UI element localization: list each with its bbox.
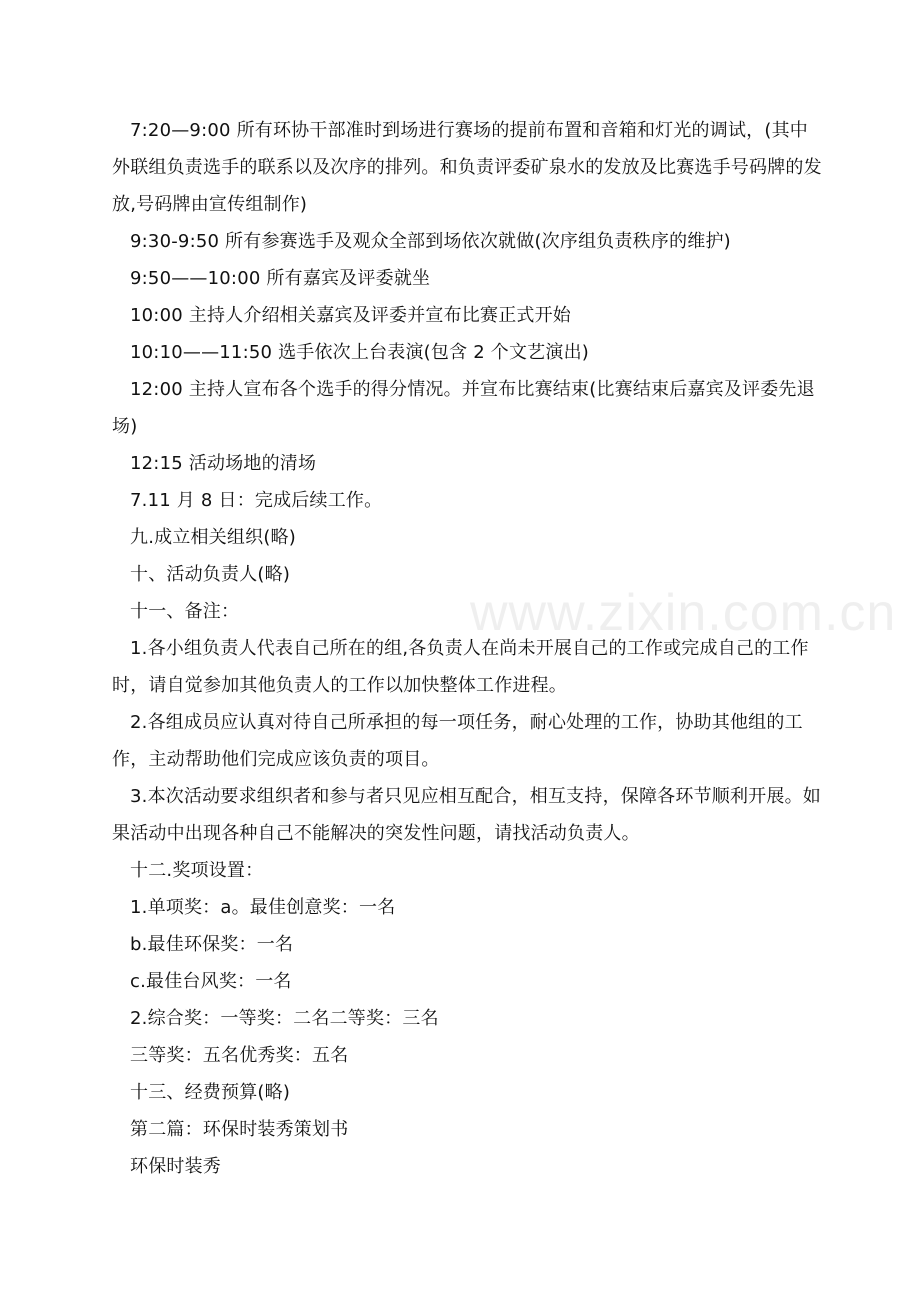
chapter-two-title: 环保时装秀 (130, 1156, 221, 1177)
award-eco-item: b.最佳环保奖：一名 (130, 934, 294, 955)
followup-paragraph: 7.11 月 8 日：完成后续工作。 (130, 490, 383, 511)
section-eleven-heading: 十一、备注： (130, 601, 240, 622)
watermark: www.zixin.com.cn (470, 584, 897, 642)
schedule-arrival-paragraph: 9:30-9:50 所有参赛选手及观众全部到场依次就做(次序组负责秩序的维护) (130, 231, 731, 252)
schedule-results-paragraph: 12:00 主持人宣布各个选手的得分情况。并宣布比赛结束(比赛结束后嘉宾及评委先退场) (112, 379, 815, 437)
section-twelve-heading: 十二.奖项设置： (130, 860, 264, 881)
note-item-1: 1.各小组负责人代表自己所在的组,各负责人在尚未开展自己的工作或完成自己的工作时，请自觉参加其他负责人的工作以加快整体工作进程。 (112, 638, 809, 696)
award-single-item: 1.单项奖：a。最佳创意奖：一名 (130, 897, 396, 918)
schedule-opening-paragraph: 10:00 主持人介绍相关嘉宾及评委并宣布比赛正式开始 (130, 305, 571, 326)
schedule-setup-paragraph: 7:20—9:00 所有环协干部准时到场进行赛场的提前布置和音箱和灯光的调试，(其中外联组负责选手的联系以及次序的排列。和负责评委矿泉水的发放及比赛选手号码牌的发放,号码牌由宣传组制作) (112, 120, 822, 215)
document-body (112, 112, 824, 1185)
chapter-two-heading: 第二篇：环保时装秀策划书 (130, 1119, 349, 1140)
schedule-performance-paragraph: 10:10——11:50 选手依次上台表演(包含 2 个文艺演出) (130, 342, 590, 363)
section-thirteen-heading: 十三、经费预算(略) (130, 1082, 291, 1103)
schedule-seating-paragraph: 9:50——10:00 所有嘉宾及评委就坐 (130, 268, 431, 289)
award-third-item: 三等奖：五名优秀奖：五名 (130, 1045, 349, 1066)
note-item-2: 2.各组成员应认真对待自己所承担的每一项任务，耐心处理的工作，协助其他组的工作，主动帮助他们完成应该负责的项目。 (112, 712, 803, 770)
note-item-3: 3.本次活动要求组织者和参与者只见应相互配合，相互支持，保障各环节顺利开展。如果活动中出现各种自己不能解决的突发性问题，请找活动负责人。 (112, 786, 821, 844)
section-nine-heading: 九.成立相关组织(略) (130, 527, 296, 548)
schedule-cleanup-paragraph: 12:15 活动场地的清场 (130, 453, 317, 474)
award-stage-item: c.最佳台风奖：一名 (130, 971, 292, 992)
section-ten-heading: 十、活动负责人(略) (130, 564, 291, 585)
award-overall-item: 2.综合奖：一等奖：二名二等奖：三名 (130, 1008, 439, 1029)
